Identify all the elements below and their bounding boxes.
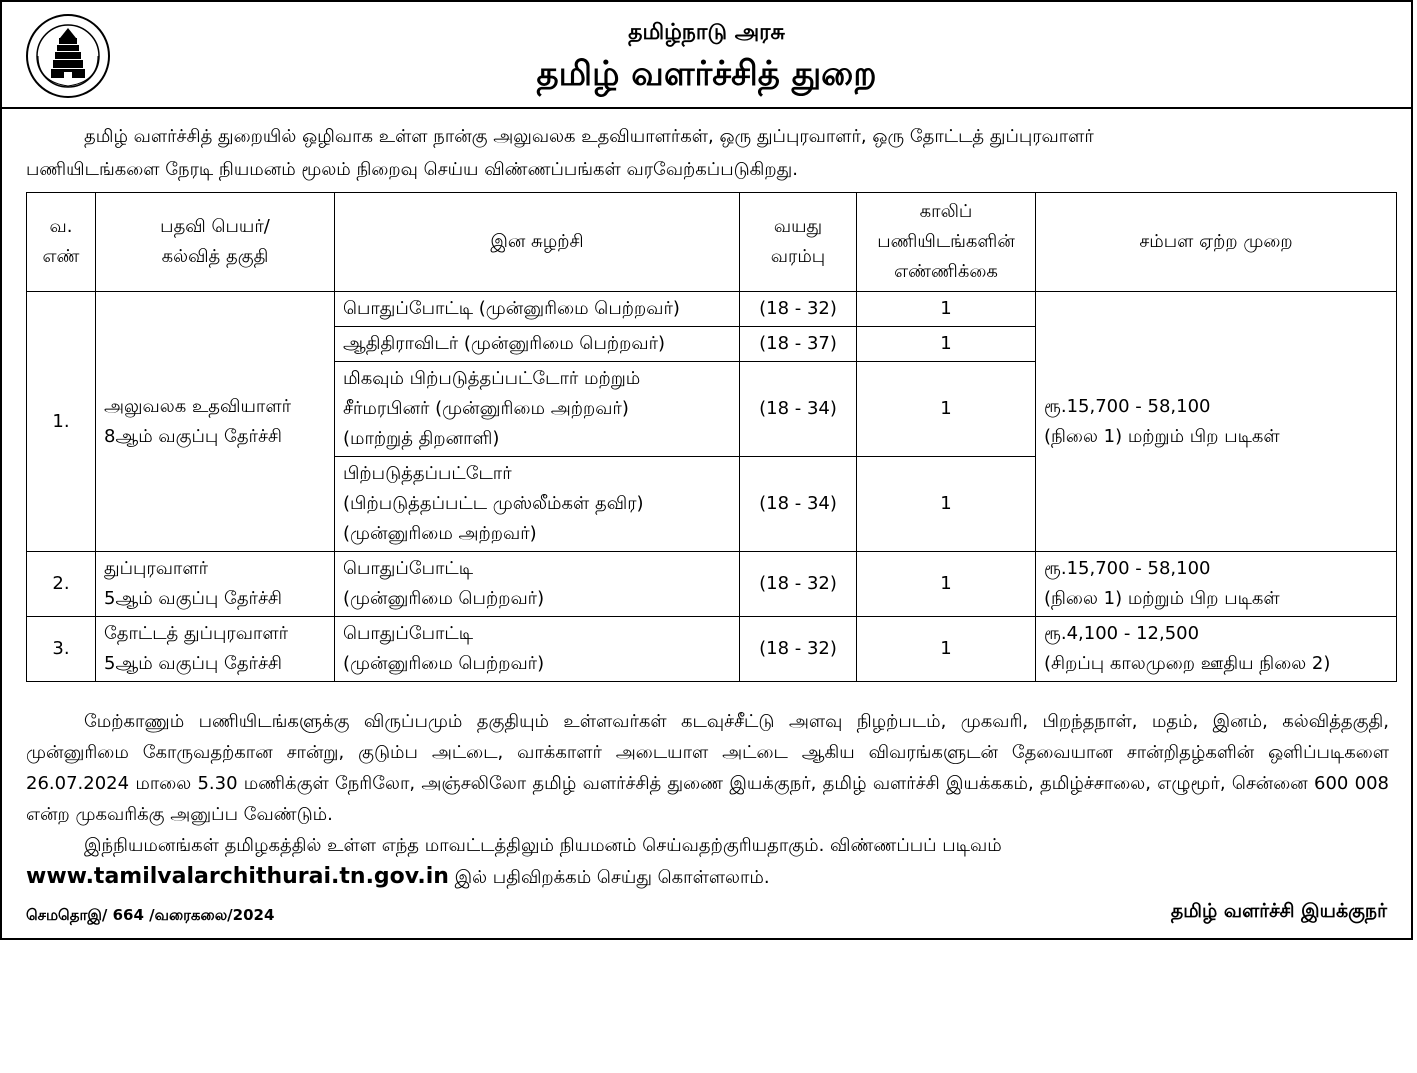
cell-serial-no: 1. [27, 292, 96, 552]
cell-age-limit: (18 - 34) [740, 457, 857, 552]
cell-age-limit: (18 - 37) [740, 327, 857, 362]
signatory: தமிழ் வளர்ச்சி இயக்குநர் [1170, 900, 1387, 922]
header-post-name: பதவி பெயர்/ கல்வித் தகுதி [96, 193, 335, 292]
table-row [27, 292, 1397, 327]
cell-post-name: அலுவலக உதவியாளர் 8ஆம் வகுப்பு தேர்ச்சி [96, 292, 335, 552]
download-note: இல் பதிவிறக்கம் செய்து கொள்ளலாம். [448, 867, 770, 888]
notice-header [2, 2, 1411, 109]
header-community: இன சுழற்சி [335, 193, 740, 292]
cell-vacancies: 1 [857, 552, 1036, 617]
cell-vacancies: 1 [857, 327, 1036, 362]
cell-serial-no: 2. [27, 552, 96, 617]
department-title: தமிழ் வளர்ச்சித் துறை [536, 54, 877, 94]
intro-line-1: தமிழ் வளர்ச்சித் துறையில் ஒழிவாக உள்ள நான்கு அலுவலக உதவியாளர்கள், ஒரு துப்புரவாளர், ஒரு தோட்டத் துப்புரவாளர் [84, 126, 1094, 147]
header-age-limit: வயது வரம்பு [740, 193, 857, 292]
instructions-text [26, 706, 1389, 893]
application-instructions: மேற்காணும் பணியிடங்களுக்கு விருப்பமும் தகுதியும் உள்ளவர்கள் கடவுச்சீட்டு அளவு நிழற்படம், முகவரி, பிறந்தநாள், மதம், இனம், கல்வித்தகுதி, முன்னுரிமை கோருவதற்கான சான்று, குடும்ப அட்டை, வாக்காளர் அடையாள அட்டை ஆகிய விவரங்களுடன் தேவையான சான்றிதழ்களின் ஒளிப்படிகளை 26.07.2024 மாலை 5.30 மணிக்குள் நேரிலோ, அஞ்சலிலோ தமிழ் வளர்ச்சித் துணை இயக்குநர், தமிழ் வளர்ச்சி இயக்ககம், தமிழ்ச்சாலை, எழுமூர், சென்னை 600 008 என்ற முகவரிக்கு அனுப்ப வேண்டும். [26, 711, 1389, 825]
cell-community: பொதுப்போட்டி (முன்னுரிமை பெற்றவர்) [335, 552, 740, 617]
cell-age-limit: (18 - 32) [740, 617, 857, 682]
cell-community: மிகவும் பிற்படுத்தப்பட்டோர் மற்றும் சீர்மரபினர் (முன்னுரிமை அற்றவர்) (மாற்றுத் திறனாளி) [335, 362, 740, 457]
cell-pay-scale: ரூ.15,700 - 58,100 (நிலை 1) மற்றும் பிற படிகள் [1036, 552, 1397, 617]
header-vacancies: காலிப் பணியிடங்களின் எண்ணிக்கை [857, 193, 1036, 292]
cell-vacancies: 1 [857, 457, 1036, 552]
cell-vacancies: 1 [857, 362, 1036, 457]
header-pay-scale: சம்பள ஏற்ற முறை [1036, 193, 1397, 292]
cell-community: பிற்படுத்தப்பட்டோர் (பிற்படுத்தப்பட்ட முஸ்லீம்கள் தவிர) (முன்னுரிமை அற்றவர்) [335, 457, 740, 552]
cell-community: பொதுப்போட்டி (முன்னுரிமை பெற்றவர்) [335, 292, 740, 327]
posting-note: இந்நியமனங்கள் தமிழகத்தில் உள்ள எந்த மாவட்டத்திலும் நியமனம் செய்வதற்குரியதாகும். விண்ணப்பப் படிவம் [84, 835, 1002, 856]
cell-post-name: தோட்டத் துப்புரவாளர் 5ஆம் வகுப்பு தேர்ச்சி [96, 617, 335, 682]
cell-serial-no: 3. [27, 617, 96, 682]
website-link[interactable]: www.tamilvalarchithurai.tn.gov.in [26, 864, 449, 889]
cell-age-limit: (18 - 32) [740, 292, 857, 327]
government-name: தமிழ்நாடு அரசு [628, 20, 785, 45]
intro-paragraph [26, 120, 1389, 186]
table-header-row [27, 193, 1397, 292]
reference-number: செமதொஇ/ 664 /வரைகலை/2024 [26, 906, 275, 924]
cell-pay-scale: ரூ.4,100 - 12,500 (சிறப்பு காலமுறை ஊதிய நிலை 2) [1036, 617, 1397, 682]
header-serial-no: வ. எண் [27, 193, 96, 292]
cell-age-limit: (18 - 34) [740, 362, 857, 457]
cell-vacancies: 1 [857, 292, 1036, 327]
cell-community: பொதுப்போட்டி (முன்னுரிமை பெற்றவர்) [335, 617, 740, 682]
cell-pay-scale: ரூ.15,700 - 58,100 (நிலை 1) மற்றும் பிற படிகள் [1036, 292, 1397, 552]
table-row [27, 552, 1397, 617]
cell-vacancies: 1 [857, 617, 1036, 682]
cell-post-name: துப்புரவாளர் 5ஆம் வகுப்பு தேர்ச்சி [96, 552, 335, 617]
vacancy-table [26, 192, 1397, 682]
cell-community: ஆதிதிராவிடர் (முன்னுரிமை பெற்றவர்) [335, 327, 740, 362]
cell-age-limit: (18 - 32) [740, 552, 857, 617]
intro-line-2: பணியிடங்களை நேரடி நியமனம் மூலம் நிறைவு செய்ய விண்ணப்பங்கள் வரவேற்கப்படுகிறது. [26, 159, 798, 180]
table-row [27, 617, 1397, 682]
